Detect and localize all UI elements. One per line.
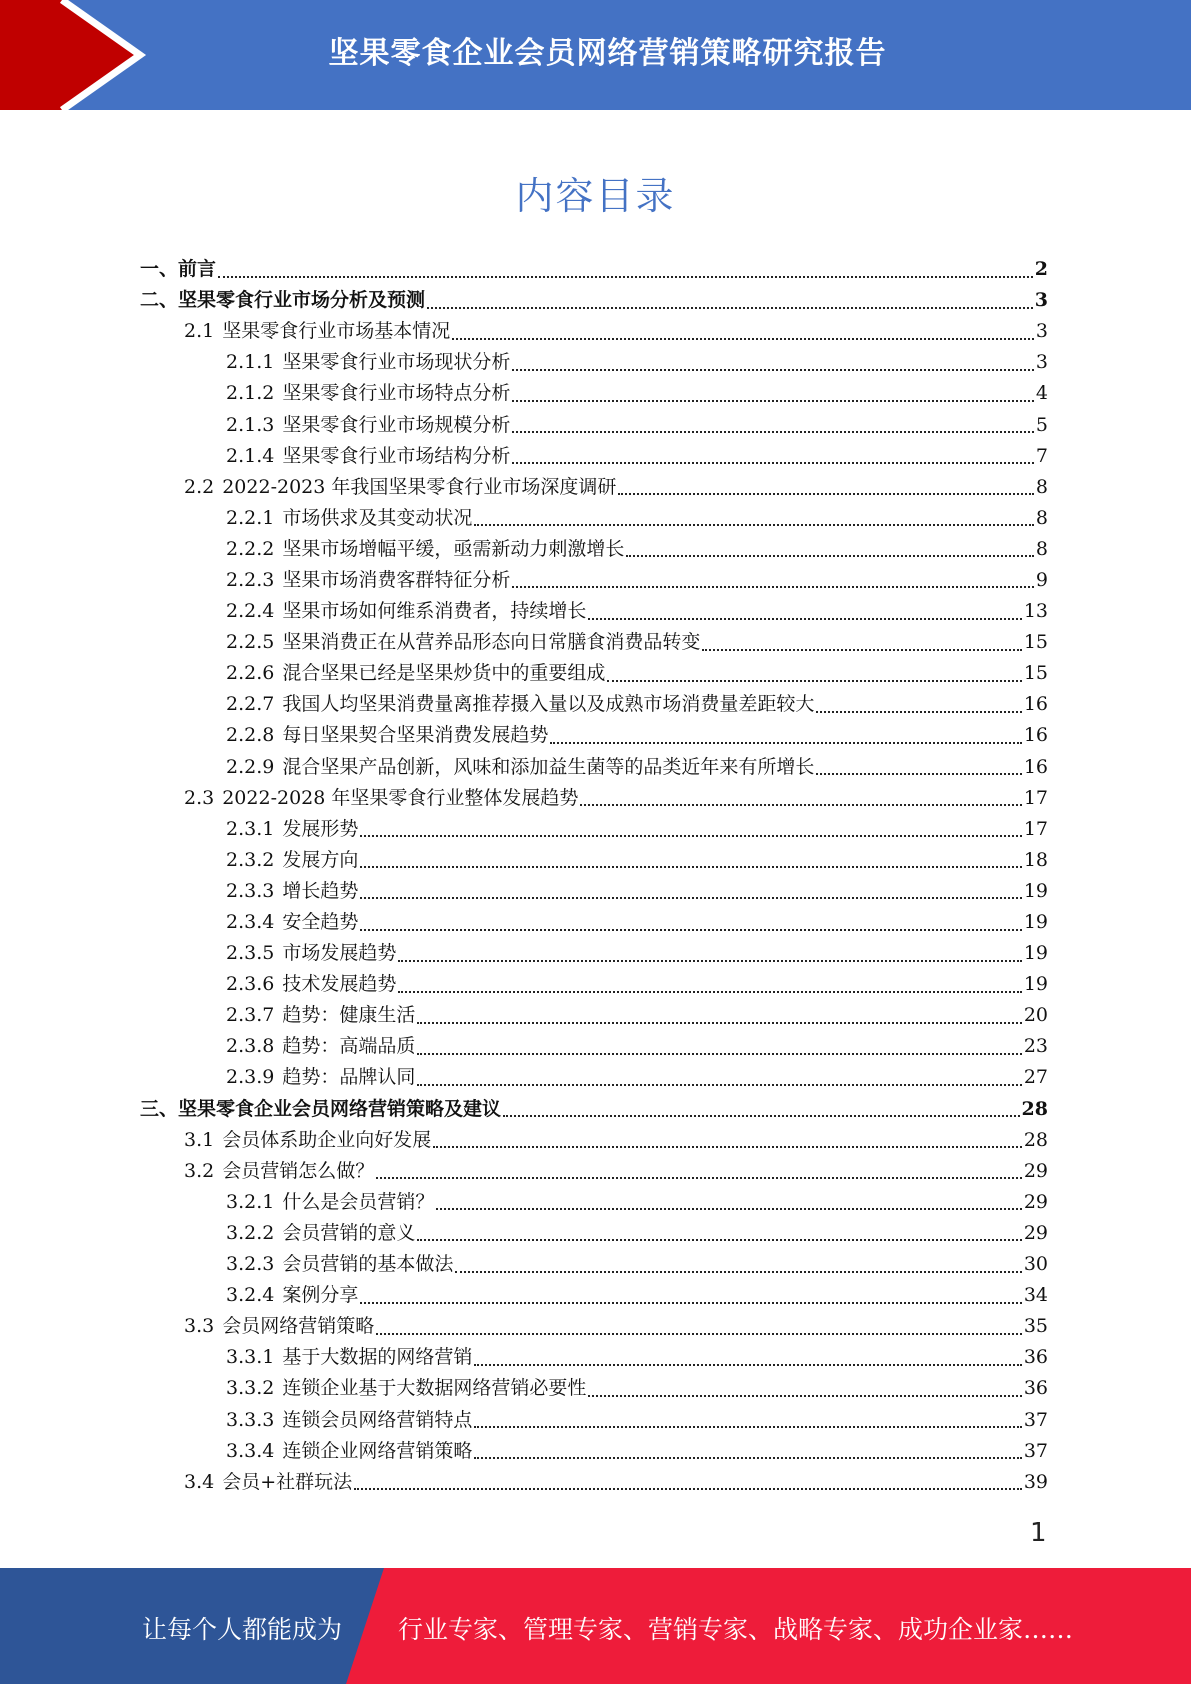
toc-entry-number: 2.1 xyxy=(184,320,215,343)
dot-leader xyxy=(512,369,1034,371)
dot-leader xyxy=(360,1302,1021,1304)
toc-entry-title: 发展形势 xyxy=(282,817,359,840)
toc-entry[interactable] xyxy=(140,783,1048,814)
toc-entry-page: 35 xyxy=(1023,1315,1048,1338)
toc-entry[interactable] xyxy=(140,1156,1048,1187)
dot-leader xyxy=(218,276,1033,278)
toc-entry[interactable] xyxy=(140,938,1048,969)
toc-entry-title: 前言 xyxy=(178,258,217,281)
toc-entry-number: 3.3.1 xyxy=(226,1346,275,1369)
dot-leader xyxy=(474,1457,1021,1459)
toc-entry-number: 3.2.1 xyxy=(226,1190,275,1213)
toc-entry-number: 3.2.4 xyxy=(226,1284,275,1307)
toc-entry-number: 2.2.3 xyxy=(226,568,275,591)
toc-entry-title: 连锁会员网络营销特点 xyxy=(282,1408,473,1431)
dot-leader xyxy=(512,586,1034,588)
dot-leader xyxy=(588,618,1021,620)
dot-leader xyxy=(354,1488,1022,1490)
toc-entry[interactable] xyxy=(140,845,1048,876)
toc-entry-page: 17 xyxy=(1023,817,1048,840)
toc-entry-page: 39 xyxy=(1023,1470,1048,1493)
page-number: 1 xyxy=(1030,1518,1047,1548)
dot-leader xyxy=(417,1053,1021,1055)
toc-entry-title: 基于大数据的网络营销 xyxy=(282,1346,473,1369)
toc-entry-number: 2.2.6 xyxy=(226,662,275,685)
toc-entry-page: 2 xyxy=(1034,258,1048,281)
toc-entry-number: 2.3.8 xyxy=(226,1035,275,1058)
toc-entry-title: 趋势：高端品质 xyxy=(282,1035,416,1058)
toc-entry[interactable] xyxy=(140,409,1048,440)
toc-entry-page: 19 xyxy=(1023,942,1048,965)
toc-entry-page: 18 xyxy=(1023,848,1048,871)
header-banner xyxy=(0,0,1191,110)
dot-leader xyxy=(436,1208,1021,1210)
toc-entry-title: 我国人均坚果消费量离推荐摄入量以及成熟市场消费量差距较大 xyxy=(282,693,815,716)
toc-entry-title: 技术发展趋势 xyxy=(282,973,397,996)
toc-entry[interactable] xyxy=(140,378,1048,409)
toc-entry-title: 会员网络营销策略 xyxy=(222,1315,375,1338)
toc-entry[interactable] xyxy=(140,1249,1048,1280)
toc-entry-number: 2.2.4 xyxy=(226,600,275,623)
toc-entry-title: 坚果零食行业市场现状分析 xyxy=(282,351,511,374)
toc-entry-page: 36 xyxy=(1023,1346,1048,1369)
toc-entry-title: 坚果市场如何维系消费者，持续增长 xyxy=(282,600,587,623)
toc-entry-page: 36 xyxy=(1023,1377,1048,1400)
toc-entry-page: 16 xyxy=(1023,755,1048,778)
toc-entry[interactable] xyxy=(140,969,1048,1000)
toc-entry[interactable] xyxy=(140,1373,1048,1404)
toc-entry[interactable] xyxy=(140,752,1048,783)
footer-slogan: 让每个人都能成为 xyxy=(142,1615,343,1644)
dot-leader xyxy=(376,1177,1022,1179)
toc-entry-page: 20 xyxy=(1023,1004,1048,1027)
toc-entry-page: 8 xyxy=(1035,506,1048,529)
toc-entry-page: 17 xyxy=(1023,786,1048,809)
toc-entry-number: 2.2.7 xyxy=(226,693,275,716)
toc-entry[interactable] xyxy=(140,689,1048,720)
toc-entry-number: 3.1 xyxy=(184,1128,215,1151)
table-of-contents xyxy=(140,254,1048,1498)
toc-entry-page: 8 xyxy=(1035,475,1048,498)
toc-entry-number: 2.3 xyxy=(184,786,215,809)
toc-entry-number: 2.1.1 xyxy=(226,351,275,374)
toc-entry-number: 2.2.9 xyxy=(226,755,275,778)
toc-entry-number: 2.2.1 xyxy=(226,506,275,529)
toc-entry[interactable] xyxy=(140,907,1048,938)
toc-entry-page: 13 xyxy=(1023,600,1048,623)
toc-entry[interactable] xyxy=(140,1000,1048,1031)
toc-entry-title: 坚果消费正在从营养品形态向日常膳食消费品转变 xyxy=(282,631,701,654)
toc-entry-number: 3.3.4 xyxy=(226,1439,275,1462)
document-title: 坚果零食企业会员网络营销策略研究报告 xyxy=(328,36,887,71)
toc-entry-number: 3.3.3 xyxy=(226,1408,275,1431)
toc-entry[interactable] xyxy=(140,627,1048,658)
toc-entry-page: 5 xyxy=(1035,413,1048,436)
dot-leader xyxy=(417,1239,1021,1241)
dot-leader xyxy=(588,1395,1021,1397)
toc-entry[interactable] xyxy=(140,1404,1048,1435)
toc-entry-page: 16 xyxy=(1023,693,1048,716)
toc-entry-title: 坚果零食行业市场规模分析 xyxy=(282,413,511,436)
toc-entry-title: 2022-2023 年我国坚果零食行业市场深度调研 xyxy=(222,475,617,498)
toc-entry[interactable] xyxy=(140,658,1048,689)
dot-leader xyxy=(360,897,1021,899)
toc-entry-number: 3.2.2 xyxy=(226,1221,275,1244)
dot-leader xyxy=(452,338,1034,340)
dot-leader xyxy=(550,742,1021,744)
toc-entry[interactable] xyxy=(140,1094,1048,1125)
dot-leader xyxy=(398,991,1021,993)
toc-entry-number: 2.1.3 xyxy=(226,413,275,436)
toc-entry-page: 3 xyxy=(1035,351,1048,374)
toc-entry-page: 8 xyxy=(1035,537,1048,560)
toc-entry-page: 28 xyxy=(1023,1128,1048,1151)
dot-leader xyxy=(618,493,1034,495)
toc-entry-page: 37 xyxy=(1023,1408,1048,1431)
toc-entry-number: 2.3.3 xyxy=(226,879,275,902)
dot-leader xyxy=(455,1271,1021,1273)
toc-entry-page: 16 xyxy=(1023,724,1048,747)
dot-leader xyxy=(376,1333,1022,1335)
toc-entry-title: 会员营销的意义 xyxy=(282,1221,416,1244)
toc-entry[interactable] xyxy=(140,1218,1048,1249)
dot-leader xyxy=(816,711,1021,713)
toc-entry[interactable] xyxy=(140,285,1048,316)
toc-entry-title: 趋势：品牌认同 xyxy=(282,1066,416,1089)
toc-entry-number: 2.3.5 xyxy=(226,942,275,965)
dot-leader xyxy=(474,524,1034,526)
toc-entry-title: 安全趋势 xyxy=(282,911,359,934)
dot-leader xyxy=(512,400,1034,402)
toc-entry-page: 15 xyxy=(1023,631,1048,654)
toc-entry-title: 混合坚果产品创新，风味和添加益生菌等的品类近年来有所增长 xyxy=(282,755,815,778)
footer-roles: 行业专家、管理专家、营销专家、战略专家、成功企业家…… xyxy=(398,1615,1074,1644)
toc-entry-page: 19 xyxy=(1023,973,1048,996)
toc-entry-page: 3 xyxy=(1034,289,1048,312)
toc-entry[interactable] xyxy=(140,441,1048,472)
toc-entry-title: 坚果零食行业市场基本情况 xyxy=(222,320,451,343)
dot-leader xyxy=(607,680,1021,682)
toc-entry-title: 市场供求及其变动状况 xyxy=(282,506,473,529)
toc-entry-page: 29 xyxy=(1023,1190,1048,1213)
toc-entry[interactable] xyxy=(140,1311,1048,1342)
toc-entry-page: 19 xyxy=(1023,879,1048,902)
toc-entry-page: 30 xyxy=(1023,1253,1048,1276)
toc-entry[interactable] xyxy=(140,1031,1048,1062)
toc-entry[interactable] xyxy=(140,534,1048,565)
toc-entry-page: 23 xyxy=(1023,1035,1048,1058)
dot-leader xyxy=(417,1084,1021,1086)
dot-leader xyxy=(474,1364,1021,1366)
toc-entry-title: 混合坚果已经是坚果炒货中的重要组成 xyxy=(282,662,606,685)
toc-entry-number: 3.3.2 xyxy=(226,1377,275,1400)
dot-leader xyxy=(512,431,1034,433)
toc-entry[interactable] xyxy=(140,565,1048,596)
toc-entry-title: 会员+社群玩法 xyxy=(222,1470,353,1493)
toc-entry[interactable] xyxy=(140,1436,1048,1467)
toc-entry-number: 2.3.4 xyxy=(226,911,275,934)
toc-entry[interactable] xyxy=(140,720,1048,751)
dot-leader xyxy=(816,773,1021,775)
toc-heading: 内容目录 xyxy=(515,174,676,218)
toc-entry-page: 4 xyxy=(1035,382,1048,405)
toc-entry-page: 28 xyxy=(1021,1097,1048,1120)
toc-entry-number: 三、 xyxy=(140,1097,179,1120)
dot-leader xyxy=(474,1426,1021,1428)
toc-entry-title: 什么是会员营销？ xyxy=(282,1190,435,1213)
toc-entry-title: 2022-2028 年坚果零食行业整体发展趋势 xyxy=(222,786,579,809)
dot-leader xyxy=(360,929,1021,931)
toc-entry-title: 会员体系助企业向好发展 xyxy=(222,1128,432,1151)
toc-entry[interactable] xyxy=(140,1125,1048,1156)
toc-entry[interactable] xyxy=(140,814,1048,845)
toc-entry-page: 37 xyxy=(1023,1439,1048,1462)
toc-entry-number: 二、 xyxy=(140,289,179,312)
dot-leader xyxy=(580,804,1021,806)
toc-entry[interactable] xyxy=(140,1062,1048,1093)
toc-entry-number: 2.2.5 xyxy=(226,631,275,654)
toc-entry-page: 15 xyxy=(1023,662,1048,685)
toc-entry-page: 3 xyxy=(1035,320,1048,343)
toc-entry-title: 连锁企业基于大数据网络营销必要性 xyxy=(282,1377,587,1400)
dot-leader xyxy=(433,1146,1022,1148)
toc-entry-number: 2.2.8 xyxy=(226,724,275,747)
toc-entry-number: 3.2.3 xyxy=(226,1253,275,1276)
dot-leader xyxy=(360,835,1021,837)
toc-entry-title: 增长趋势 xyxy=(282,879,359,902)
toc-entry-title: 会员营销怎么做？ xyxy=(222,1159,375,1182)
toc-entry-title: 坚果市场消费客群特征分析 xyxy=(282,568,511,591)
toc-entry-number: 2.3.6 xyxy=(226,973,275,996)
toc-entry-title: 坚果零食行业市场分析及预测 xyxy=(178,289,426,312)
footer-banner xyxy=(0,1568,1191,1684)
toc-entry-number: 2.1.2 xyxy=(226,382,275,405)
toc-entry[interactable] xyxy=(140,347,1048,378)
toc-entry-title: 坚果零食行业市场结构分析 xyxy=(282,444,511,467)
toc-entry-title: 发展方向 xyxy=(282,848,359,871)
toc-entry-number: 2.2 xyxy=(184,475,215,498)
toc-entry-number: 2.3.9 xyxy=(226,1066,275,1089)
toc-entry-title: 案例分享 xyxy=(282,1284,359,1307)
toc-entry-number: 3.4 xyxy=(184,1470,215,1493)
dot-leader xyxy=(360,866,1021,868)
toc-entry-number: 3.2 xyxy=(184,1159,215,1182)
dot-leader xyxy=(626,555,1034,557)
toc-entry-number: 2.2.2 xyxy=(226,537,275,560)
toc-entry-title: 坚果零食企业会员网络营销策略及建议 xyxy=(178,1097,502,1120)
toc-entry-number: 3.3 xyxy=(184,1315,215,1338)
toc-entry[interactable] xyxy=(140,503,1048,534)
toc-entry-title: 市场发展趋势 xyxy=(282,942,397,965)
toc-entry-title: 连锁企业网络营销策略 xyxy=(282,1439,473,1462)
toc-entry-page: 9 xyxy=(1035,568,1048,591)
toc-entry-title: 会员营销的基本做法 xyxy=(282,1253,454,1276)
toc-entry-page: 29 xyxy=(1023,1221,1048,1244)
toc-entry-title: 趋势：健康生活 xyxy=(282,1004,416,1027)
toc-entry[interactable] xyxy=(140,254,1048,285)
toc-entry[interactable] xyxy=(140,472,1048,503)
toc-entry[interactable] xyxy=(140,1342,1048,1373)
toc-entry-number: 2.3.2 xyxy=(226,848,275,871)
dot-leader xyxy=(398,960,1021,962)
toc-entry-number: 2.1.4 xyxy=(226,444,275,467)
dot-leader xyxy=(512,462,1034,464)
toc-entry[interactable] xyxy=(140,876,1048,907)
toc-entry[interactable] xyxy=(140,316,1048,347)
toc-entry-page: 7 xyxy=(1035,444,1048,467)
toc-entry[interactable] xyxy=(140,596,1048,627)
toc-entry[interactable] xyxy=(140,1187,1048,1218)
toc-entry[interactable] xyxy=(140,1280,1048,1311)
toc-entry-title: 坚果市场增幅平缓，亟需新动力刺激增长 xyxy=(282,537,625,560)
dot-leader xyxy=(503,1115,1020,1117)
dot-leader xyxy=(427,307,1033,309)
toc-entry-title: 每日坚果契合坚果消费发展趋势 xyxy=(282,724,549,747)
toc-entry-title: 坚果零食行业市场特点分析 xyxy=(282,382,511,405)
toc-entry-page: 27 xyxy=(1023,1066,1048,1089)
dot-leader xyxy=(702,649,1021,651)
toc-entry-page: 19 xyxy=(1023,911,1048,934)
toc-entry[interactable] xyxy=(140,1467,1048,1498)
toc-entry-page: 34 xyxy=(1023,1284,1048,1307)
toc-entry-page: 29 xyxy=(1023,1159,1048,1182)
toc-entry-number: 2.3.1 xyxy=(226,817,275,840)
dot-leader xyxy=(417,1022,1021,1024)
toc-entry-number: 一、 xyxy=(140,258,179,281)
toc-entry-number: 2.3.7 xyxy=(226,1004,275,1027)
